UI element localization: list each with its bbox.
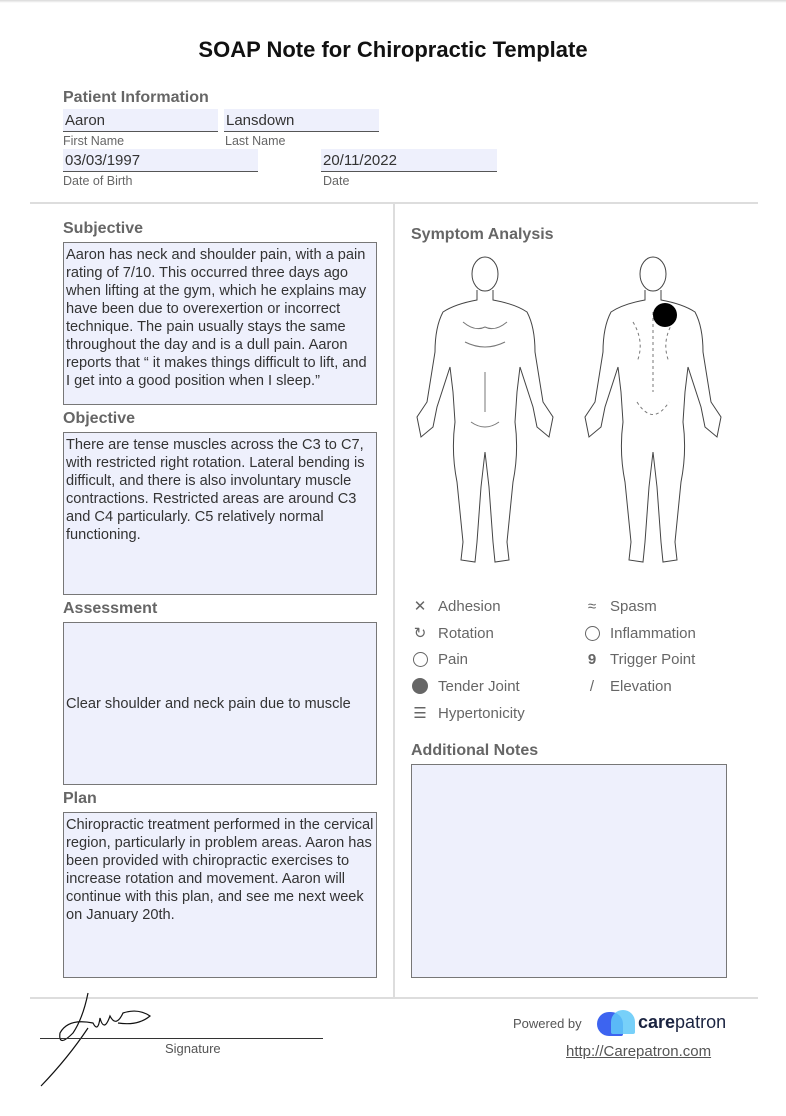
legend-label: Rotation xyxy=(438,624,494,642)
additional-notes-heading: Additional Notes xyxy=(411,742,539,759)
dashed-circle-icon xyxy=(583,626,601,641)
legend-inflammation xyxy=(583,620,696,647)
carepatron-link[interactable]: http://Carepatron.com xyxy=(566,1043,712,1060)
filled-circle-icon xyxy=(411,678,429,694)
legend-tender-joint xyxy=(411,673,525,700)
x-icon: ✕ xyxy=(413,598,427,616)
legend-label: Hypertonicity xyxy=(438,704,525,722)
legend-rotation xyxy=(411,620,525,647)
plan-field[interactable]: Chiropractic treatment performed in the cervical region, particularly in problem areas. Aaron has been provided with chiropractic exercises to increase rotation and movement. Aaron will continue with this plan, and see me next week on January 20th. xyxy=(63,812,377,978)
legend-pain xyxy=(411,646,525,673)
top-border xyxy=(0,0,786,3)
legend-label: Inflammation xyxy=(610,624,696,642)
nine-icon: 9 xyxy=(587,651,597,669)
signature-line xyxy=(40,1038,323,1039)
brand-care: care xyxy=(638,1012,676,1032)
date-label: Date xyxy=(323,174,350,188)
objective-field[interactable]: There are tense muscles across the C3 to C7, with restricted right rotation. Lateral bending is difficult, and there is also involuntary muscle contractions. Restricted areas are around C3 and C4 particularly. C5 relatively normal functioning. xyxy=(63,432,377,595)
legend-adhesion xyxy=(411,593,525,620)
legend-trigger-point xyxy=(583,646,696,673)
wave-icon: ≈ xyxy=(587,597,597,615)
legend-label: Adhesion xyxy=(438,597,501,615)
objective-heading: Objective xyxy=(63,410,136,427)
legend-elevation xyxy=(583,673,696,700)
plan-heading: Plan xyxy=(63,790,97,807)
assessment-field[interactable] xyxy=(63,622,377,785)
carepatron-wordmark xyxy=(638,1012,726,1033)
legend-right-column xyxy=(583,593,696,700)
symptom-analysis-heading: Symptom Analysis xyxy=(411,226,554,243)
slash-icon: / xyxy=(589,677,595,695)
circle-outline-icon xyxy=(411,652,429,667)
body-front-figure xyxy=(417,257,553,562)
legend-label: Tender Joint xyxy=(438,677,520,695)
last-name-field[interactable]: Lansdown xyxy=(224,109,379,132)
legend-label: Trigger Point xyxy=(610,651,696,669)
first-name-field[interactable]: Aaron xyxy=(63,109,218,132)
date-field[interactable]: 20/11/2022 xyxy=(321,149,497,172)
legend-left-column xyxy=(411,593,525,726)
body-back-figure xyxy=(585,257,721,562)
legend-label: Pain xyxy=(438,651,469,669)
brand-patron: patron xyxy=(675,1012,727,1032)
first-name-label: First Name xyxy=(63,134,125,148)
powered-by-label: Powered by xyxy=(513,1016,582,1031)
legend-label: Spasm xyxy=(610,597,657,615)
legend-spasm xyxy=(583,593,696,620)
last-name-label: Last Name xyxy=(225,134,286,148)
assessment-text: Clear shoulder and neck pain due to muscle xyxy=(66,695,351,712)
dob-label: Date of Birth xyxy=(63,174,133,188)
patient-info-heading: Patient Information xyxy=(63,89,209,106)
dob-field[interactable]: 03/03/1997 xyxy=(63,149,258,172)
lines-icon: ☰ xyxy=(413,705,427,723)
rotation-icon: ↻ xyxy=(413,625,427,643)
tender-joint-marker xyxy=(653,303,677,327)
carepatron-logo-icon xyxy=(597,1010,637,1036)
additional-notes-field[interactable] xyxy=(411,764,727,978)
subjective-field[interactable]: Aaron has neck and shoulder pain, with a pain rating of 7/10. This occurred three days ago when lifting at the gym, which he explains may have been due to overexertion or incorrect technique. The pain usually stays the same throughout the day and is a dull pain. Aaron reports that “ it makes things difficult to lift, and I get into a good position when I sleep.” xyxy=(63,242,377,405)
subjective-heading: Subjective xyxy=(63,220,144,237)
signature-label: Signature xyxy=(165,1041,221,1056)
body-diagram[interactable] xyxy=(405,252,735,574)
column-divider xyxy=(393,203,395,998)
legend-hypertonicity xyxy=(411,700,525,727)
legend-label: Elevation xyxy=(610,677,672,695)
page-title: SOAP Note for Chiropractic Template xyxy=(198,37,588,62)
assessment-heading: Assessment xyxy=(63,600,158,617)
